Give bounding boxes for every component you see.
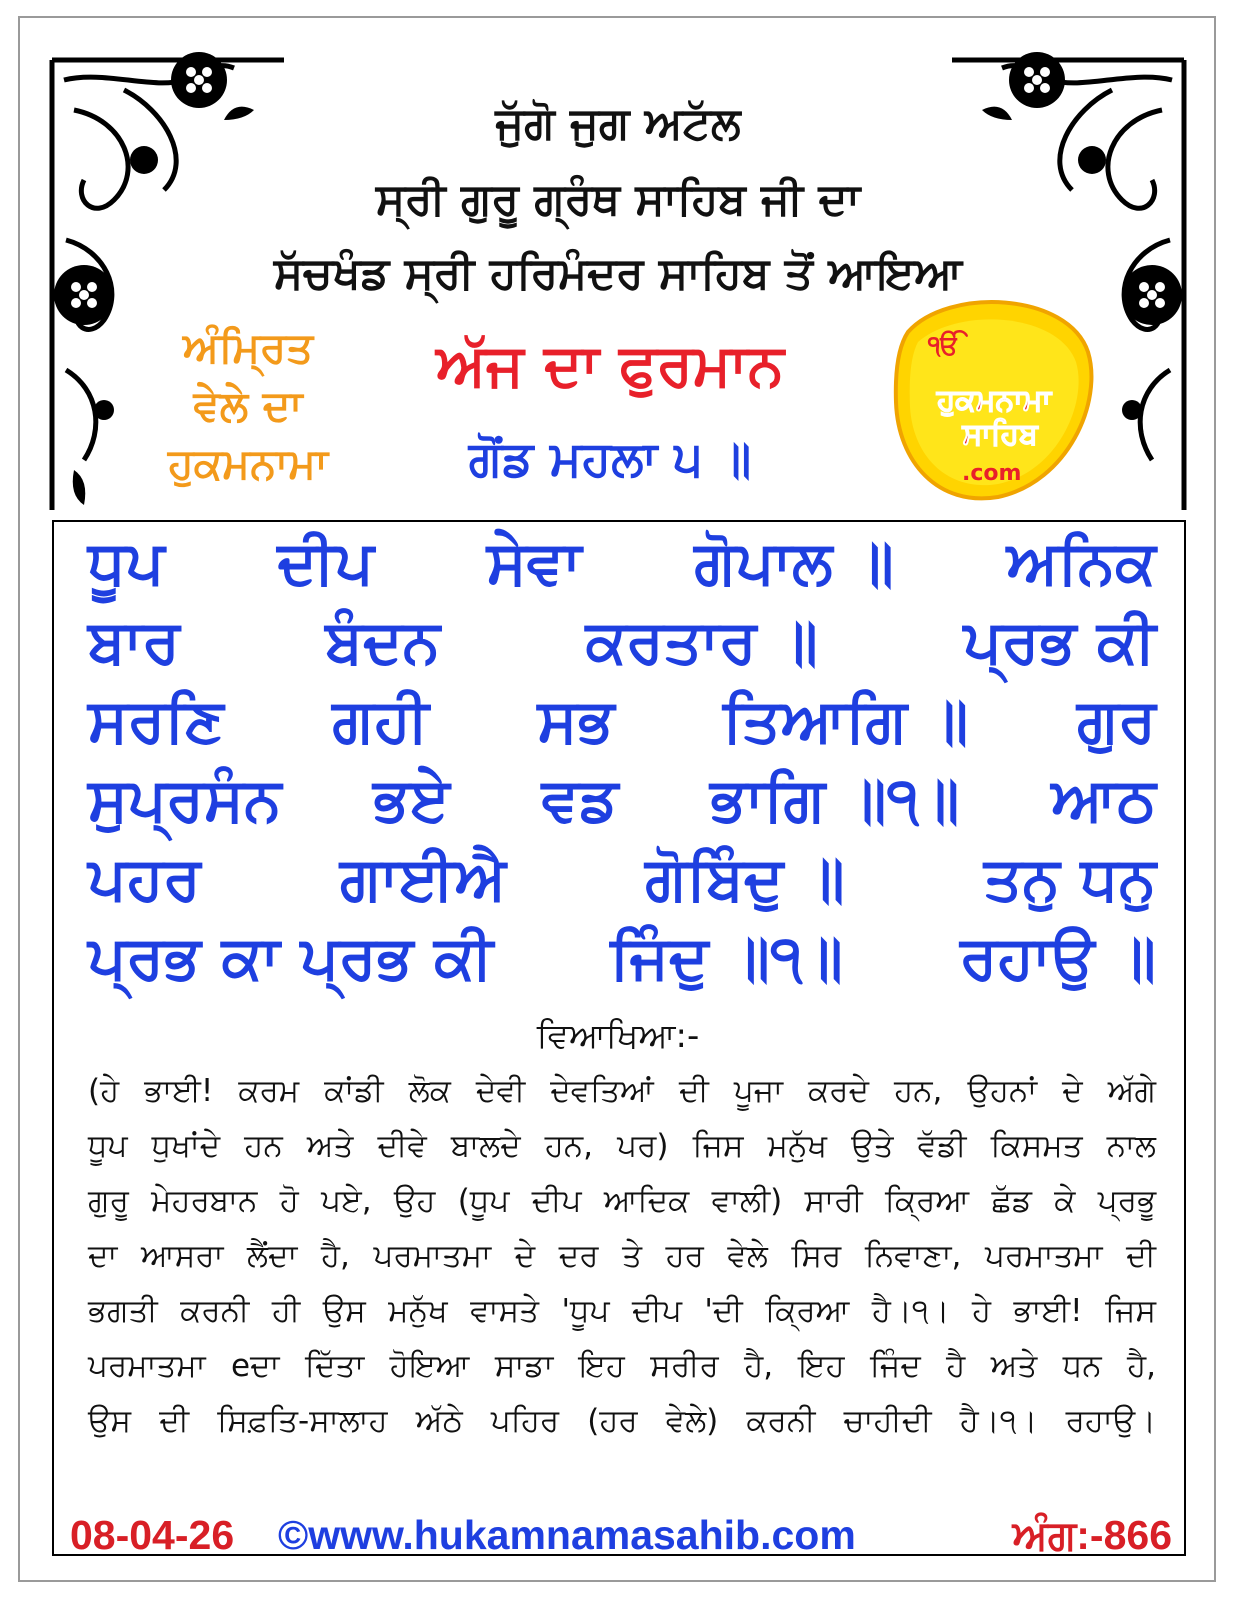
gurbani-word: ਆਠ	[1051, 765, 1156, 835]
logo-line-2: ਸਾਹਿਬ	[962, 417, 1038, 452]
gurbani-word: ਗੁਰ	[1077, 686, 1156, 756]
vyakhya-line-text: ਦਾ ਆਸਰਾ ਲੈਂਦਾ ਹੈ, ਪਰਮਾਤਮਾ ਦੇ ਦਰ ਤੇ ਹਰ ਵੇਲੇ ਸਿਰ ਨਿਵਾਣਾ, ਪਰਮਾਤਮਾ ਦੀ	[88, 1238, 1156, 1274]
vyakhya-line	[88, 1394, 1156, 1449]
header-line-3: ਸੱਚਖੰਡ ਸ੍ਰੀ ਹਰਿਮੰਦਰ ਸਾਹਿਬ ਤੋਂ ਆਇਆ	[273, 248, 963, 299]
amrit-vele-line-3: ਹੁਕਮਨਾਮਾ	[168, 439, 328, 488]
vyakhya-line-text: ਧੂਪ ਧੁਖਾਂਦੇ ਹਨ ਅਤੇ ਦੀਵੇ ਬਾਲਦੇ ਹਨ, ਪਰ) ਜਿਸ ਮਨੁੱਖ ਉਤੇ ਵੱਡੀ ਕਿਸਮਤ ਨਾਲ	[88, 1128, 1156, 1164]
gurbani-word: ਸੁਪ੍ਰਸੰਨ	[88, 765, 282, 835]
raag-title: ਗੋਂਡ ਮਹਲਾ ੫ ॥	[468, 431, 752, 487]
vyakhya-line-text: ਪਰਮਾਤਮਾ eਦਾ ਦਿੱਤਾ ਹੋਇਆ ਸਾਡਾ ਇਹ ਸਰੀਰ ਹੈ, ਇਹ ਜਿੰਦ ਹੈ ਅਤੇ ਧਨ ਹੈ,	[88, 1348, 1156, 1384]
gurbani-word: ਪ੍ਰਭ ਕਾ ਪ੍ਰਭ ਕੀ	[88, 923, 494, 993]
gurbani-word: ਬਾਰ	[88, 607, 180, 677]
gurbani-line	[88, 840, 1156, 919]
gurbani-word: ਸੇਵਾ	[486, 528, 582, 598]
vyakhya-text	[88, 1064, 1156, 1449]
vyakhya-line	[88, 1284, 1156, 1339]
footer-website-link[interactable]: ©www.hukamnamasahib.com	[278, 1512, 856, 1558]
gurbani-line	[88, 682, 1156, 761]
farmaan-title: ਅੱਜ ਦਾ ਫੁਰਮਾਨ	[436, 331, 784, 399]
footer	[70, 1512, 1180, 1558]
gurbani-word: ਕਰਤਾਰ ॥	[585, 607, 818, 677]
vyakhya-line	[88, 1174, 1156, 1229]
vyakhya-line-text: ਗੁਰੂ ਮੇਹਰਬਾਨ ਹੋ ਪਏ, ਉਹ (ਧੂਪ ਦੀਪ ਆਦਿਕ ਵਾਲੀ) ਸਾਰੀ ਕ੍ਰਿਆ ਛੱਡ ਕੇ ਪ੍ਰਭੂ	[88, 1183, 1156, 1219]
vyakhya-line	[88, 1064, 1156, 1119]
vyakhya-line-text: ਭਗਤੀ ਕਰਨੀ ਹੀ ਉਸ ਮਨੁੱਖ ਵਾਸਤੇ 'ਧੂਪ ਦੀਪ 'ਦੀ ਕ੍ਰਿਆ ਹੈ।੧। ਹੇ ਭਾਈ! ਜਿਸ	[88, 1293, 1156, 1329]
gurbani-word: ਤਨੁ ਧਨੁ	[983, 844, 1156, 914]
ik-onkar-symbol: ੴ	[928, 331, 960, 361]
vyakhya-line	[88, 1119, 1156, 1174]
vyakhya-line	[88, 1339, 1156, 1394]
footer-date: 08-04-26	[70, 1512, 235, 1558]
vyakhya-line-text: ਉਸ ਦੀ ਸਿਫ਼ਤਿ-ਸਾਲਾਹ ਅੱਠੇ ਪਹਿਰ (ਹਰ ਵੇਲੇ) ਕਰਨੀ ਚਾਹੀਦੀ ਹੈ।੧। ਰਹਾਉ।	[88, 1403, 1156, 1439]
gurbani-word: ਗੋਬਿੰਦੁ ॥	[645, 844, 845, 914]
gurbani-word: ਗੋਪਾਲ ॥	[694, 528, 894, 598]
gurbani-text	[88, 524, 1156, 998]
gurbani-word: ਪਹਰ	[88, 844, 201, 914]
vyakhya-title: ਵਿਆਖਿਆ:-	[536, 1016, 700, 1056]
gurbani-line	[88, 603, 1156, 682]
gurbani-word: ਗਹੀ	[332, 686, 429, 756]
amrit-vele-line-1: ਅੰਮ੍ਰਿਤ	[182, 323, 314, 372]
header-line-2: ਸ੍ਰੀ ਗੁਰੂ ਗ੍ਰੰਥ ਸਾਹਿਬ ਜੀ ਦਾ	[375, 174, 861, 225]
gurbani-word: ਧੂਪ	[88, 528, 165, 598]
vyakhya-line	[88, 1229, 1156, 1284]
gurbani-line	[88, 919, 1156, 998]
gurbani-word: ਬੰਦਨ	[325, 607, 441, 677]
gurbani-word: ਗਾਈਐ	[339, 844, 506, 914]
gurbani-word: ਸਭ	[537, 686, 615, 756]
logo-line-3: .com	[962, 461, 1022, 486]
gurbani-word: ਸਰਣਿ	[88, 686, 224, 756]
gurbani-word: ਤਿਆਗਿ ॥	[722, 686, 969, 756]
gurbani-word: ਪ੍ਰਭ ਕੀ	[963, 607, 1156, 677]
gurbani-line	[88, 524, 1156, 603]
gurbani-word: ਦੀਪ	[277, 528, 374, 598]
gurbani-line	[88, 761, 1156, 840]
footer-ang-number: ਅੰਗ:-866	[1012, 1512, 1172, 1558]
hukamnama-sahib-logo	[888, 292, 1100, 504]
gurbani-word: ਭਾਗਿ ॥੧॥	[710, 765, 960, 835]
gurbani-word: ਅਨਿਕ	[1006, 528, 1156, 598]
gurbani-word: ਵਡ	[541, 765, 619, 835]
amrit-vele-line-2: ਵੇਲੇ ਦਾ	[193, 381, 303, 430]
gurbani-word: ਜਿੰਦੁ ॥੧॥	[610, 923, 843, 993]
vyakhya-line-text: (ਹੇ ਭਾਈ! ਕਰਮ ਕਾਂਡੀ ਲੋਕ ਦੇਵੀ ਦੇਵਤਿਆਂ ਦੀ ਪੂਜਾ ਕਰਦੇ ਹਨ, ਉਹਨਾਂ ਦੇ ਅੱਗੇ	[88, 1073, 1156, 1109]
gurbani-word: ਰਹਾਉ ॥	[960, 923, 1156, 993]
logo-line-1: ਹੁਕਮਨਾਮਾ	[936, 383, 1052, 418]
gurbani-word: ਭਏ	[373, 765, 450, 835]
header-line-1: ਜੁੱਗੋ ਜੁਗ ਅਟੱਲ	[495, 98, 741, 149]
